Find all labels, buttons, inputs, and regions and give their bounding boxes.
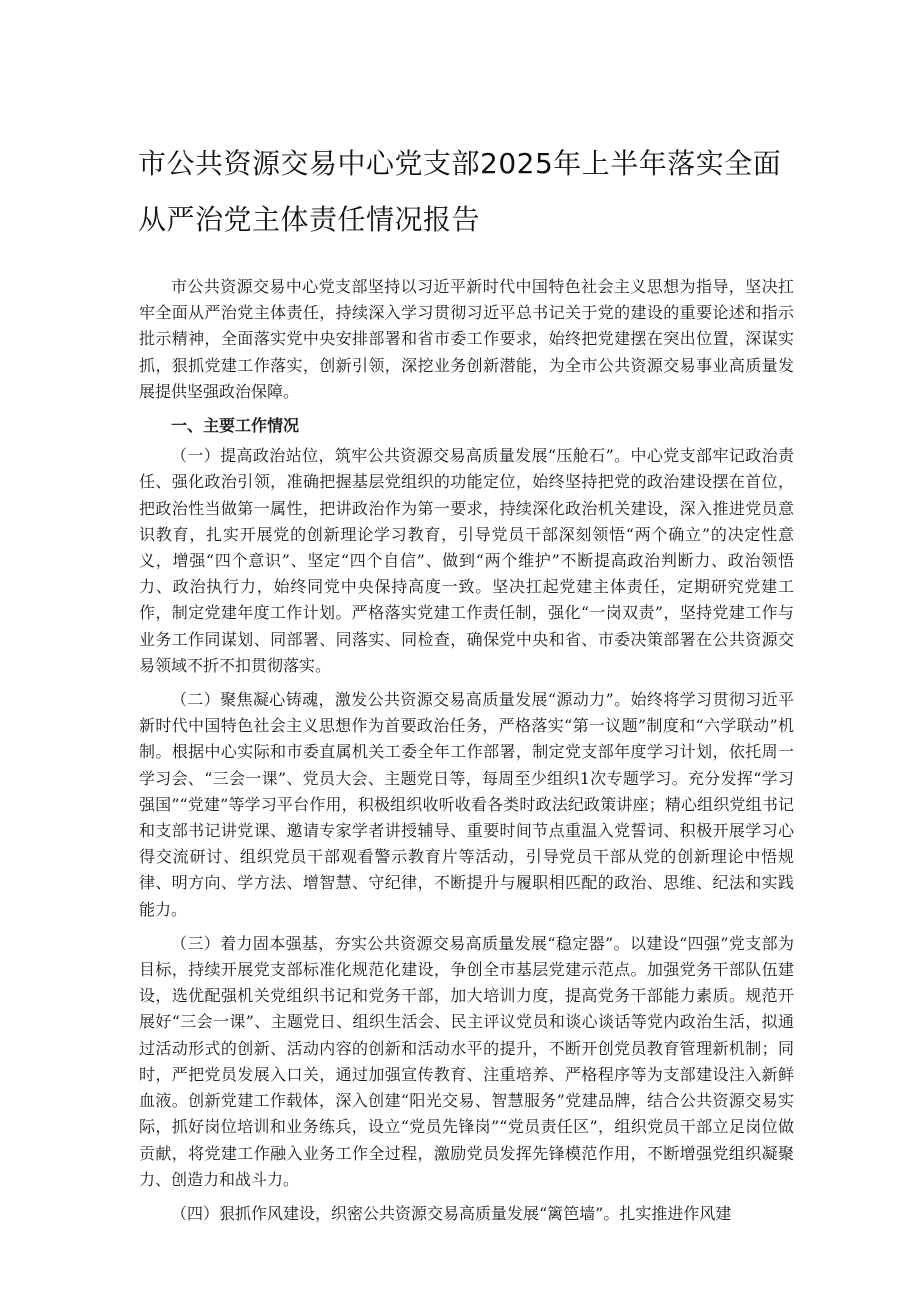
body-paragraph: （二）聚焦凝心铸魂，激发公共资源交易高质量发展“源动力”。始终将学习贯彻习近平新时代中国特色社会主义思想作为首要政治任务，严格落实“第一议题”制度和“六学联动”机制。根据中心实际和市委直属机关工委全年工作部署，制定党支部年度学习计划，依托周一学习会、“三会一课”、党员大会、主题党日等，每周至少组织1次专题学习。充分发挥“学习强国”“党建”等学习平台作用，积极组织收听收看各类时政法纪政策讲座；精心组织党组书记和支部书记讲党课、邀请专家学者讲授辅导、重要时间节点重温入党誓词、积极开展学习心得交流研讨、组织党员干部观看警示教育片等活动，引导党员干部从党的创新理论中悟规律、明方向、学方法、增智慧、守纪律，不断提升与履职相匹配的政治、思维、纪法和实践能力。	[139, 690, 794, 919]
title-line-2: 从严治党主体责任情况报告	[138, 203, 481, 236]
body-paragraph: （四）狠抓作风建设，织密公共资源交易高质量发展“篱笆墙”。扎实推进作风建	[171, 1203, 732, 1223]
document-title	[138, 136, 818, 248]
intro-paragraph: 市公共资源交易中心党支部坚持以习近平新时代中国特色社会主义思想为指导，坚决扛牢全面从严治党主体责任，持续深入学习贯彻习近平总书记关于党的建设的重要论述和指示批示精神，全面落实党中央安排部署和省市委工作要求，始终把党建摆在突出位置，深谋实抓，狠抓党建工作落实，创新引领，深挖业务创新潜能，为全市公共资源交易事业高质量发展提供坚强政治保障。	[139, 277, 794, 401]
document-body	[139, 274, 794, 1235]
title-line-1: 市公共资源交易中心党支部2025年上半年落实全面	[138, 147, 782, 180]
section-heading: 一、主要工作情况	[171, 416, 300, 436]
body-paragraph: （一）提高政治站位，筑牢公共资源交易高质量发展“压舱石”。中心党支部牢记政治责任、强化政治引领，准确把握基层党组织的功能定位，始终坚持把党的政治建设摆在首位，把政治性当做第一属性，把讲政治作为第一要求，持续深化政治机关建设，深入推进党员意识教育，扎实开展党的创新理论学习教育，引导党员干部深刻领悟“两个确立”的决定性意义，增强“四个意识”、坚定“四个自信”、做到“两个维护”不断提高政治判断力、政治领悟力、政治执行力，始终同党中央保持高度一致。坚决扛起党建主体责任，定期研究党建工作，制定党建年度工作计划。严格落实党建工作责任制，强化“一岗双责”，坚持党建工作与业务工作同谋划、同部署、同落实、同检查，确保党中央和省、市委决策部署在公共资源交易领域不折不扣贯彻落实。	[139, 446, 794, 675]
body-paragraph: （三）着力固本强基，夯实公共资源交易高质量发展“稳定器”。以建设“四强”党支部为目标，持续开展党支部标准化规范化建设，争创全市基层党建示范点。加强党务干部队伍建设，选优配强机关党组织书记和党务干部，加大培训力度，提高党务干部能力素质。规范开展好“三会一课”、主题党日、组织生活会、民主评议党员和谈心谈话等党内政治生活，拟通过活动形式的创新、活动内容的创新和活动水平的提升，不断开创党员教育管理新机制；同时，严把党员发展入口关，通过加强宣传教育、注重培养、严格程序等为支部建设注入新鲜血液。创新党建工作载体，深入创建“阳光交易、智慧服务”党建品牌，结合公共资源交易实际，抓好岗位培训和业务练兵，设立“党员先锋岗”“党员责任区”，组织党员干部立足岗位做贡献，将党建工作融入业务工作全过程，激励党员发挥先锋模范作用，不断增强党组织凝聚力、创造力和战斗力。	[139, 933, 794, 1189]
